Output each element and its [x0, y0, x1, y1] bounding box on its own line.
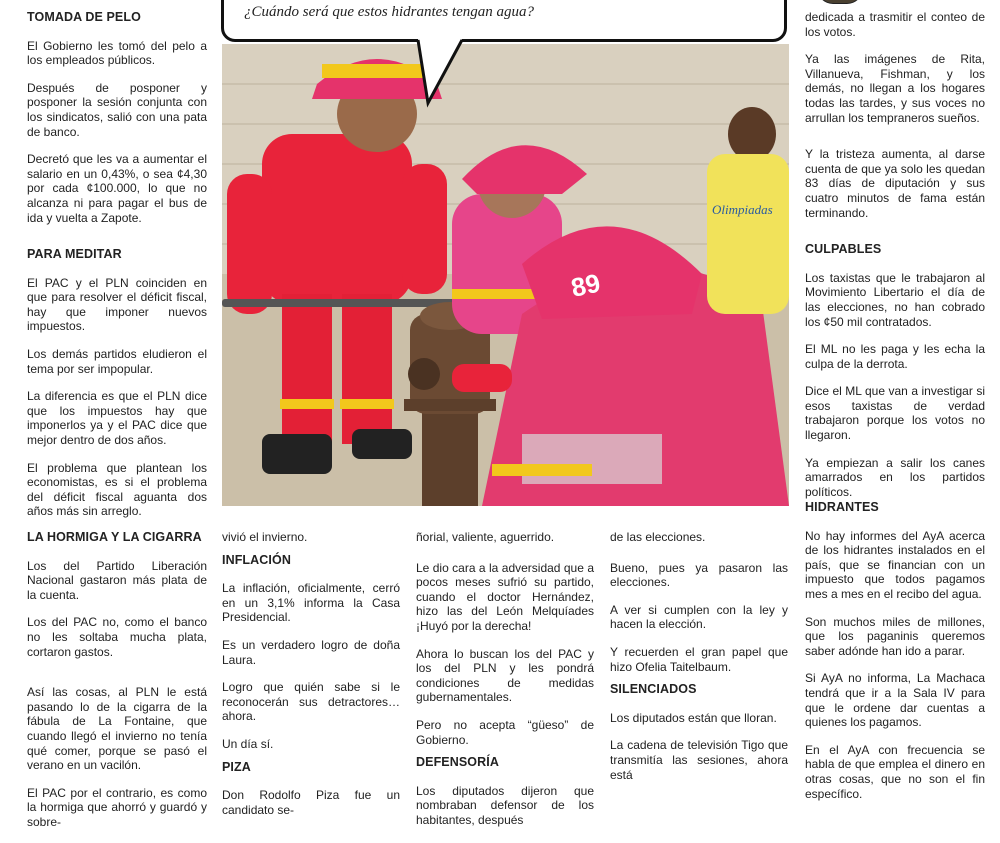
speech-bubble — [221, 0, 787, 42]
paragraph: Le dio cara a la adversidad que a pocos meses sufrió su partido, cuando el doctor Hernández, hizo las del León Melquíades ¡Huyó por la derecha! — [416, 560, 594, 633]
headline-defensoria: DEFENSORÍA — [416, 755, 499, 770]
paragraph: El problema que plantean los economistas, es si el problema del déficit fiscal aguanta dos años más sin arreglo. — [27, 460, 207, 519]
paragraph: A ver si cumplen con la ley y hacen la elección. — [610, 602, 788, 632]
paragraph: Los diputados están que lloran. — [610, 710, 777, 725]
paragraph: Un día sí. — [222, 736, 274, 751]
paragraph: El PAC y el PLN coinciden en que para resolver el déficit fiscal, hay que imponer nuevos impuestos. — [27, 275, 207, 334]
speech-bubble-text: ¿Cuándo será que estos hidrantes tengan agua? — [244, 4, 534, 20]
headline-silenciados: SILENCIADOS — [610, 682, 697, 697]
column-4 — [610, 530, 788, 795]
headline-culpables: CULPABLES — [805, 242, 882, 257]
column-2 — [222, 530, 400, 830]
paragraph: Decretó que les va a aumentar el salario en un 0,43%, o sea ¢4,30 por cada ¢100.000, lo que no alcanza ni para pagar el bus de ida y vuelta a Zapote. — [27, 152, 207, 225]
column-5-section-2 — [805, 500, 985, 814]
column-1 — [27, 10, 207, 238]
paragraph: En el AyA con frecuencia se habla de que emplea el dinero en otras cosas, que no son el fin específico. — [805, 742, 985, 801]
paragraph: El Gobierno les tomó del pelo a los empleados públicos. — [27, 38, 207, 68]
column-1-section-2 — [27, 247, 207, 532]
headline-piza: PIZA — [222, 759, 251, 774]
paragraph: Logro que quién sabe si le reconocerán sus detractores… ahora. — [222, 680, 400, 724]
paragraph: El ML no les paga y les echa la culpa de la derrota. — [805, 342, 985, 371]
headline-hidrantes: HIDRANTES — [805, 500, 879, 514]
paragraph: La cadena de televisión Tigo que transmitía las sesiones, ahora está — [610, 738, 788, 782]
paragraph: Los taxistas que le trabajaron al Movimiento Libertario el día de las elecciones, no han cobrado los ¢50 mil contratados. — [805, 270, 985, 329]
helmet-number: 89 — [568, 267, 603, 303]
paragraph: Los del PAC no, como el banco no les soltaba mucha plata, cortaron gastos. — [27, 615, 207, 659]
column-5 — [805, 10, 985, 512]
photo-illustration — [222, 44, 789, 506]
paragraph: Ya las imágenes de Rita, Villanueva, Fishman, y los demás, no llegan a los hogares todas las tardes, y sus voces no arrullan los tempraneros sueños. — [805, 52, 985, 125]
column-3 — [416, 530, 594, 841]
paragraph: Y la tristeza aumenta, al darse cuenta de que ya solo les quedan 83 días de diputación y sus cuatro minutos de fama están terminando. — [805, 147, 985, 220]
headline-tomada-de-pelo: TOMADA DE PELO — [27, 10, 141, 24]
paragraph: La diferencia es que el PLN dice que los impuestos hay que imponerlos ya y el PAC dice que mejor dentro de dos años. — [27, 389, 207, 447]
paragraph: Dice el ML que van a investigar si esos taxistas de verdad trabajaron porque los votos no llegaron. — [805, 384, 985, 443]
paragraph: Si AyA no informa, La Machaca tendrá que ir a la Sala IV para que le ordene dar cuentas a quienes los pagamos. — [805, 671, 985, 730]
headline-la-hormiga-y-la-cigarra: LA HORMIGA Y LA CIGARRA — [27, 530, 202, 544]
paragraph: Así las cosas, al PLN le está pasando lo de la cigarra de la fábula de La Fontaine, que cuando llegó el invierno no tenía qué comer, porque se pasó el verano en un vacilón. — [27, 685, 207, 773]
paragraph: Ya empiezan a salir los canes amarrados en los partidos políticos. — [805, 455, 985, 499]
paragraph: Los del Partido Liberación Nacional gastaron más plata de la cuenta. — [27, 558, 207, 602]
paragraph: Son muchos miles de millones, que los paganinis queremos saber adónde han ido a parar. — [805, 614, 985, 658]
paragraph: Y recuerden el gran papel que hizo Ofelia Taitelbaum. — [610, 644, 788, 674]
headline-para-meditar: PARA MEDITAR — [27, 247, 122, 261]
column-1-section-3 — [27, 530, 207, 843]
paragraph-lead: de las elecciones. — [610, 530, 706, 544]
paragraph: No hay informes del AyA acerca de los hidrantes instalados en el país, que se financian con un impuesto que todos pagamos mes a mes en el recibo del agua. — [805, 528, 985, 601]
speech-bubble-tail — [410, 39, 470, 109]
paragraph: El PAC por el contrario, es como la hormiga que ahorró y guardó y sobre- — [27, 785, 207, 829]
boy-shirt-text: Olimpiadas — [712, 202, 773, 217]
headline-inflacion: INFLACIÓN — [222, 552, 291, 567]
paragraph: Don Rodolfo Piza fue un candidato se- — [222, 788, 400, 817]
paragraph: Los demás partidos eludieron el tema por ser impopular. — [27, 346, 207, 376]
paragraph: La inflación, oficialmente, cerró en un 3,1% informa la Casa Presidencial. — [222, 581, 400, 625]
column-logo — [817, 0, 863, 4]
paragraph: Los diputados dijeron que nombraban defensor de los habitantes, después — [416, 783, 594, 827]
paragraph: Después de posponer y posponer la sesión conjunta con los sindicatos, salió con una pata de banco. — [27, 80, 207, 139]
paragraph: Es un verdadero logro de doña Laura. — [222, 637, 400, 667]
paragraph: dedicada a trasmitir el conteo de los votos. — [805, 10, 985, 39]
paragraph-lead: ñorial, valiente, aguerrido. — [416, 530, 555, 544]
firefighters-hydrant-photo — [222, 44, 789, 506]
paragraph: Bueno, pues ya pasaron las elecciones. — [610, 560, 788, 590]
paragraph: Ahora lo buscan los del PAC y los del PLN y les pondrá condiciones de medidas gubernamentales. — [416, 646, 594, 705]
paragraph: Pero no acepta “güeso” de Gobierno. — [416, 717, 594, 747]
paragraph-lead: vivió el invierno. — [222, 530, 308, 544]
